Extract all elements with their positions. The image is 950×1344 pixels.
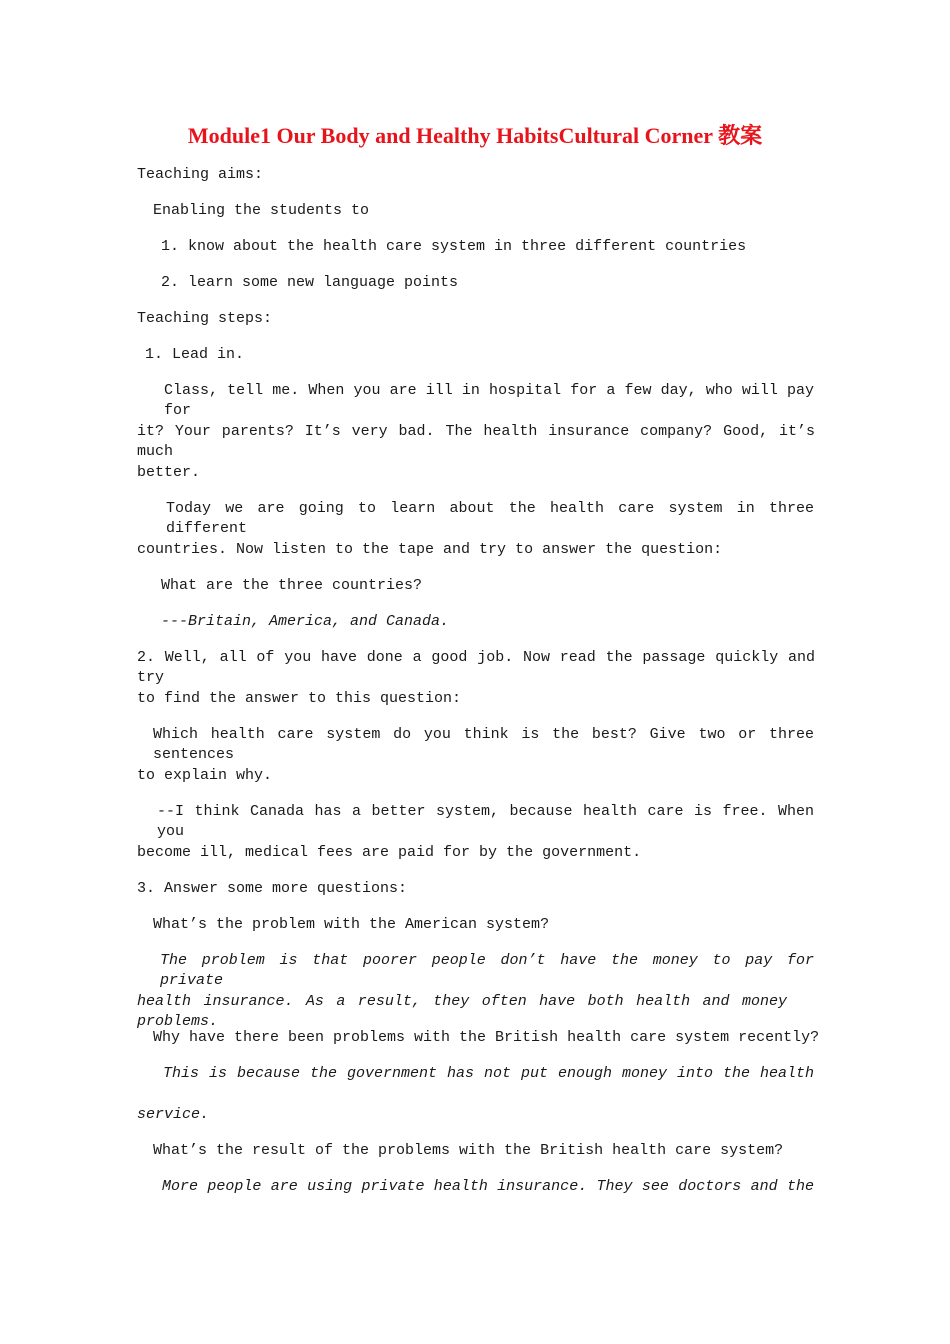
step1-question: What are the three countries? (161, 577, 423, 594)
step3-label: 3. Answer some more questions: (137, 880, 408, 897)
aims-intro: Enabling the students to (153, 202, 370, 219)
step1-para1-line3: better. (137, 464, 201, 481)
step3-question-3: What’s the result of the problems with the British health care system? (153, 1142, 784, 1159)
step1-label: 1. Lead in. (145, 346, 245, 363)
step2-answer-line1: --I think Canada has a better system, because health care is free. When you (157, 803, 814, 840)
step1-para2-line2: countries. Now listen to the tape and try to answer the question: (137, 541, 723, 558)
step3-answer-2-line2: service. (137, 1106, 210, 1123)
step3-answer-3-line1: More people are using private health insurance. They see doctors and the (162, 1178, 814, 1195)
aim-item-1: 1. know about the health care system in three different countries (161, 238, 747, 255)
step2-question-line1: Which health care system do you think is the best? Give two or three sentences (153, 726, 814, 763)
step2-question-line2: to explain why. (137, 767, 273, 784)
step2-answer-line2: become ill, medical fees are paid for by the government. (137, 844, 642, 861)
step1-answer: ---Britain, America, and Canada. (161, 613, 450, 630)
step3-question-1: What’s the problem with the American system? (153, 916, 550, 933)
teaching-aims-heading: Teaching aims: (137, 166, 264, 183)
page-title: Module1 Our Body and Healthy HabitsCultural Corner 教案 (187, 123, 763, 148)
step2-line2: to find the answer to this question: (137, 690, 462, 707)
step2-line1: 2. Well, all of you have done a good job. Now read the passage quickly and try (137, 649, 815, 686)
step1-para1-line1: Class, tell me. When you are ill in hospital for a few day, who will pay for (164, 382, 814, 419)
step1-para2-line1: Today we are going to learn about the health care system in three different (166, 500, 814, 537)
step3-answer-1-line2: health insurance. As a result, they often have both health and money problems. (137, 993, 787, 1030)
step3-answer-2-line1: This is because the government has not put enough money into the health (163, 1065, 814, 1082)
teaching-steps-heading: Teaching steps: (137, 310, 273, 327)
step3-answer-1-line1: The problem is that poorer people don’t have the money to pay for private (160, 952, 814, 989)
step3-question-2: Why have there been problems with the British health care system recently? (153, 1029, 820, 1046)
step1-para1-line2: it? Your parents? It’s very bad. The health insurance company? Good, it’s much (137, 423, 815, 460)
aim-item-2: 2. learn some new language points (161, 274, 459, 291)
